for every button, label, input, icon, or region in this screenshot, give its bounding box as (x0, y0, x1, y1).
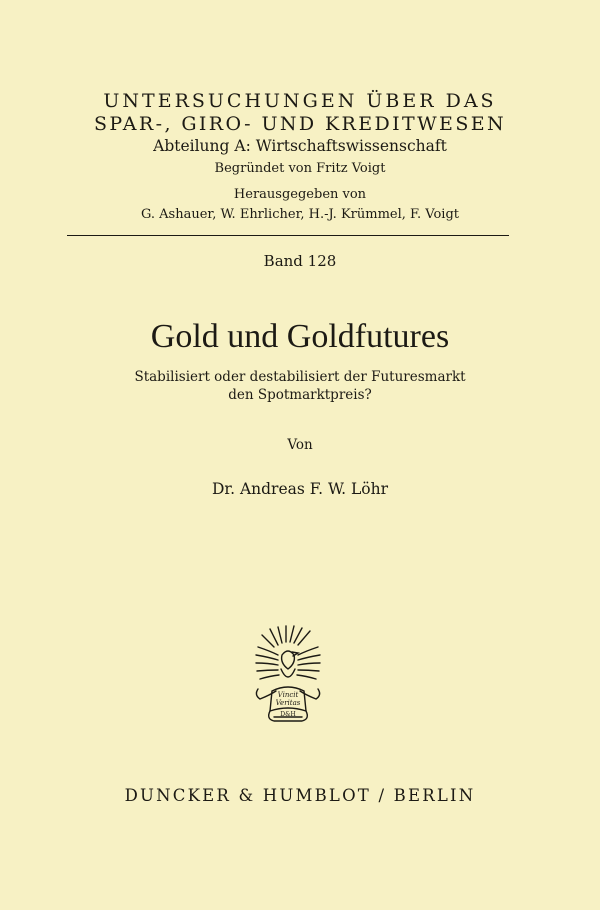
book-title: Gold und Goldfutures (150, 318, 450, 355)
publisher-imprint: DUNCKER & HUMBLOT / BERLIN (124, 786, 476, 805)
divider-rule (67, 235, 509, 236)
book-subtitle-line2: den Spotmarktpreis? (228, 387, 372, 403)
eagle-emblem-icon (248, 625, 328, 725)
logo-motto-line2: Veritas (275, 699, 301, 707)
series-title-line1: UNTERSUCHUNGEN ÜBER DAS (103, 90, 497, 112)
editors-names: G. Ashauer, W. Ehrlicher, H.-J. Krümmel, F. Voigt (140, 207, 459, 222)
author-name: Dr. Andreas F. W. Löhr (211, 480, 389, 498)
editors-label: Herausgegeben von (233, 187, 367, 202)
series-founder: Begründet von Fritz Voigt (214, 161, 386, 176)
volume-number: Band 128 (263, 252, 337, 270)
logo-motto-line1: Vincit (277, 691, 299, 699)
logo-monogram: D&H (280, 711, 296, 718)
series-title-line2: SPAR-, GIRO- UND KREDITWESEN (93, 113, 507, 135)
by-label: Von (287, 437, 313, 453)
book-subtitle-line1: Stabilisiert oder destabilisiert der Futuresmarkt (134, 369, 466, 385)
series-division: Abteilung A: Wirtschaftswissenschaft (153, 137, 447, 155)
